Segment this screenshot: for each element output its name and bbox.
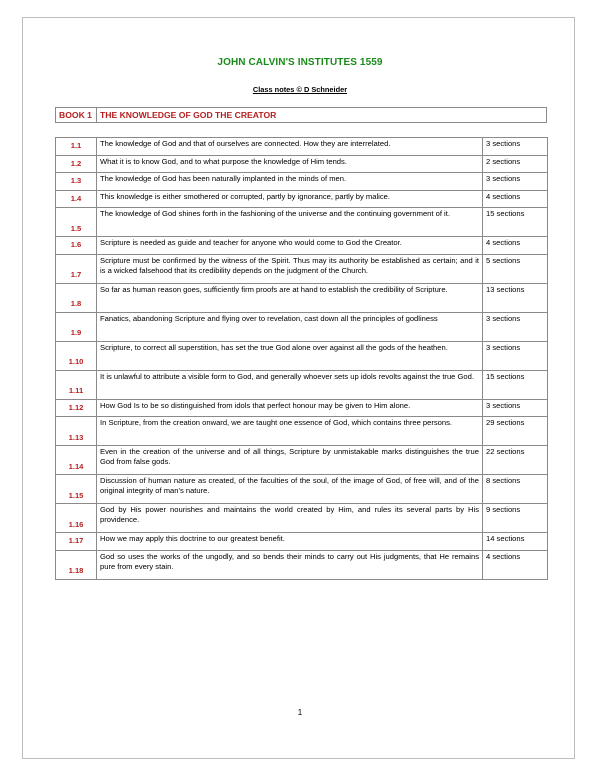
chapter-description: The knowledge of God has been naturally implanted in the minds of men. [97,173,483,191]
document-subtitle: Class notes © D Schneider [252,85,348,94]
book-header-row [56,108,547,123]
chapter-row [56,237,548,255]
chapter-description: This knowledge is either smothered or corrupted, partly by ignorance, partly by malice. [97,190,483,208]
chapter-number: 1.5 [56,208,97,237]
chapter-sections: 5 sections [483,254,548,283]
chapter-sections: 14 sections [483,533,548,551]
chapter-description: The knowledge of God shines forth in the fashioning of the universe and the continuing government of it. [97,208,483,237]
chapter-row [56,550,548,579]
chapter-row [56,138,548,156]
chapter-number: 1.11 [56,370,97,399]
chapter-row [56,399,548,417]
chapter-description: Scripture must be confirmed by the witness of the Spirit. Thus may its authority be established as certain; and it is a wicked falsehood that its credibility depends on the judgment of the Church. [97,254,483,283]
chapter-number: 1.7 [56,254,97,283]
chapter-number: 1.2 [56,155,97,173]
chapter-description: How we may apply this doctrine to our greatest benefit. [97,533,483,551]
chapter-description: Scripture is needed as guide and teacher for anyone who would come to God the Creator. [97,237,483,255]
chapter-row [56,173,548,191]
chapter-table-body [56,138,548,580]
chapter-row [56,312,548,341]
chapter-description: Even in the creation of the universe and of all things, Scripture by unmistakable marks distinguishes the true God from false gods. [97,446,483,475]
chapter-description: So far as human reason goes, sufficiently firm proofs are at hand to establish the credibility of Scripture. [97,283,483,312]
chapter-row [56,155,548,173]
chapter-number: 1.4 [56,190,97,208]
chapter-sections: 4 sections [483,550,548,579]
chapter-number: 1.1 [56,138,97,156]
chapter-sections: 4 sections [483,190,548,208]
chapter-number: 1.15 [56,475,97,504]
chapter-sections: 3 sections [483,341,548,370]
chapter-description: God by His power nourishes and maintains the world created by Him, and rules its several parts by His providence. [97,504,483,533]
chapter-number: 1.12 [56,399,97,417]
chapter-sections: 15 sections [483,370,548,399]
chapter-sections: 3 sections [483,138,548,156]
chapter-description: The knowledge of God and that of ourselves are connected. How they are interrelated. [97,138,483,156]
chapter-sections: 2 sections [483,155,548,173]
chapter-row [56,504,548,533]
chapter-number: 1.13 [56,417,97,446]
chapter-row [56,417,548,446]
chapter-row [56,341,548,370]
chapter-number: 1.3 [56,173,97,191]
chapter-number: 1.17 [56,533,97,551]
chapter-description: God so uses the works of the ungodly, and so bends their minds to carry out His judgments, that He remains pure from every stain. [97,550,483,579]
chapter-row [56,533,548,551]
chapter-sections: 3 sections [483,399,548,417]
chapter-description: Scripture, to correct all superstition, has set the true God alone over against all the gods of the heathen. [97,341,483,370]
chapter-number: 1.16 [56,504,97,533]
chapter-description: It is unlawful to attribute a visible form to God, and generally whoever sets up idols revolts against the true God. [97,370,483,399]
chapter-sections: 4 sections [483,237,548,255]
chapter-row [56,208,548,237]
chapter-row [56,370,548,399]
chapter-number: 1.6 [56,237,97,255]
chapter-sections: 22 sections [483,446,548,475]
chapter-table [55,137,548,580]
chapter-description: What it is to know God, and to what purpose the knowledge of Him tends. [97,155,483,173]
chapter-row [56,254,548,283]
chapter-sections: 13 sections [483,283,548,312]
chapter-sections: 3 sections [483,312,548,341]
chapter-row [56,190,548,208]
chapter-sections: 8 sections [483,475,548,504]
chapter-description: Fanatics, abandoning Scripture and flying over to revelation, cast down all the principles of godliness [97,312,483,341]
chapter-number: 1.18 [56,550,97,579]
chapter-sections: 9 sections [483,504,548,533]
chapter-number: 1.8 [56,283,97,312]
book-number: BOOK 1 [56,108,97,123]
chapter-description: How God Is to be so distinguished from idols that perfect honour may be given to Him alone. [97,399,483,417]
chapter-row [56,283,548,312]
chapter-row [56,475,548,504]
chapter-number: 1.9 [56,312,97,341]
chapter-sections: 3 sections [483,173,548,191]
chapter-row [56,446,548,475]
chapter-description: Discussion of human nature as created, of the faculties of the soul, of the image of God, of free will, and of the original integrity of man's nature. [97,475,483,504]
chapter-number: 1.10 [56,341,97,370]
book-name: THE KNOWLEDGE OF GOD THE CREATOR [97,108,547,123]
document-title: JOHN CALVIN'S INSTITUTES 1559 [217,57,383,68]
book-header-table [55,107,547,123]
page-number: 1 [297,708,303,717]
chapter-number: 1.14 [56,446,97,475]
chapter-description: In Scripture, from the creation onward, we are taught one essence of God, which contains three persons. [97,417,483,446]
chapter-sections: 15 sections [483,208,548,237]
chapter-sections: 29 sections [483,417,548,446]
